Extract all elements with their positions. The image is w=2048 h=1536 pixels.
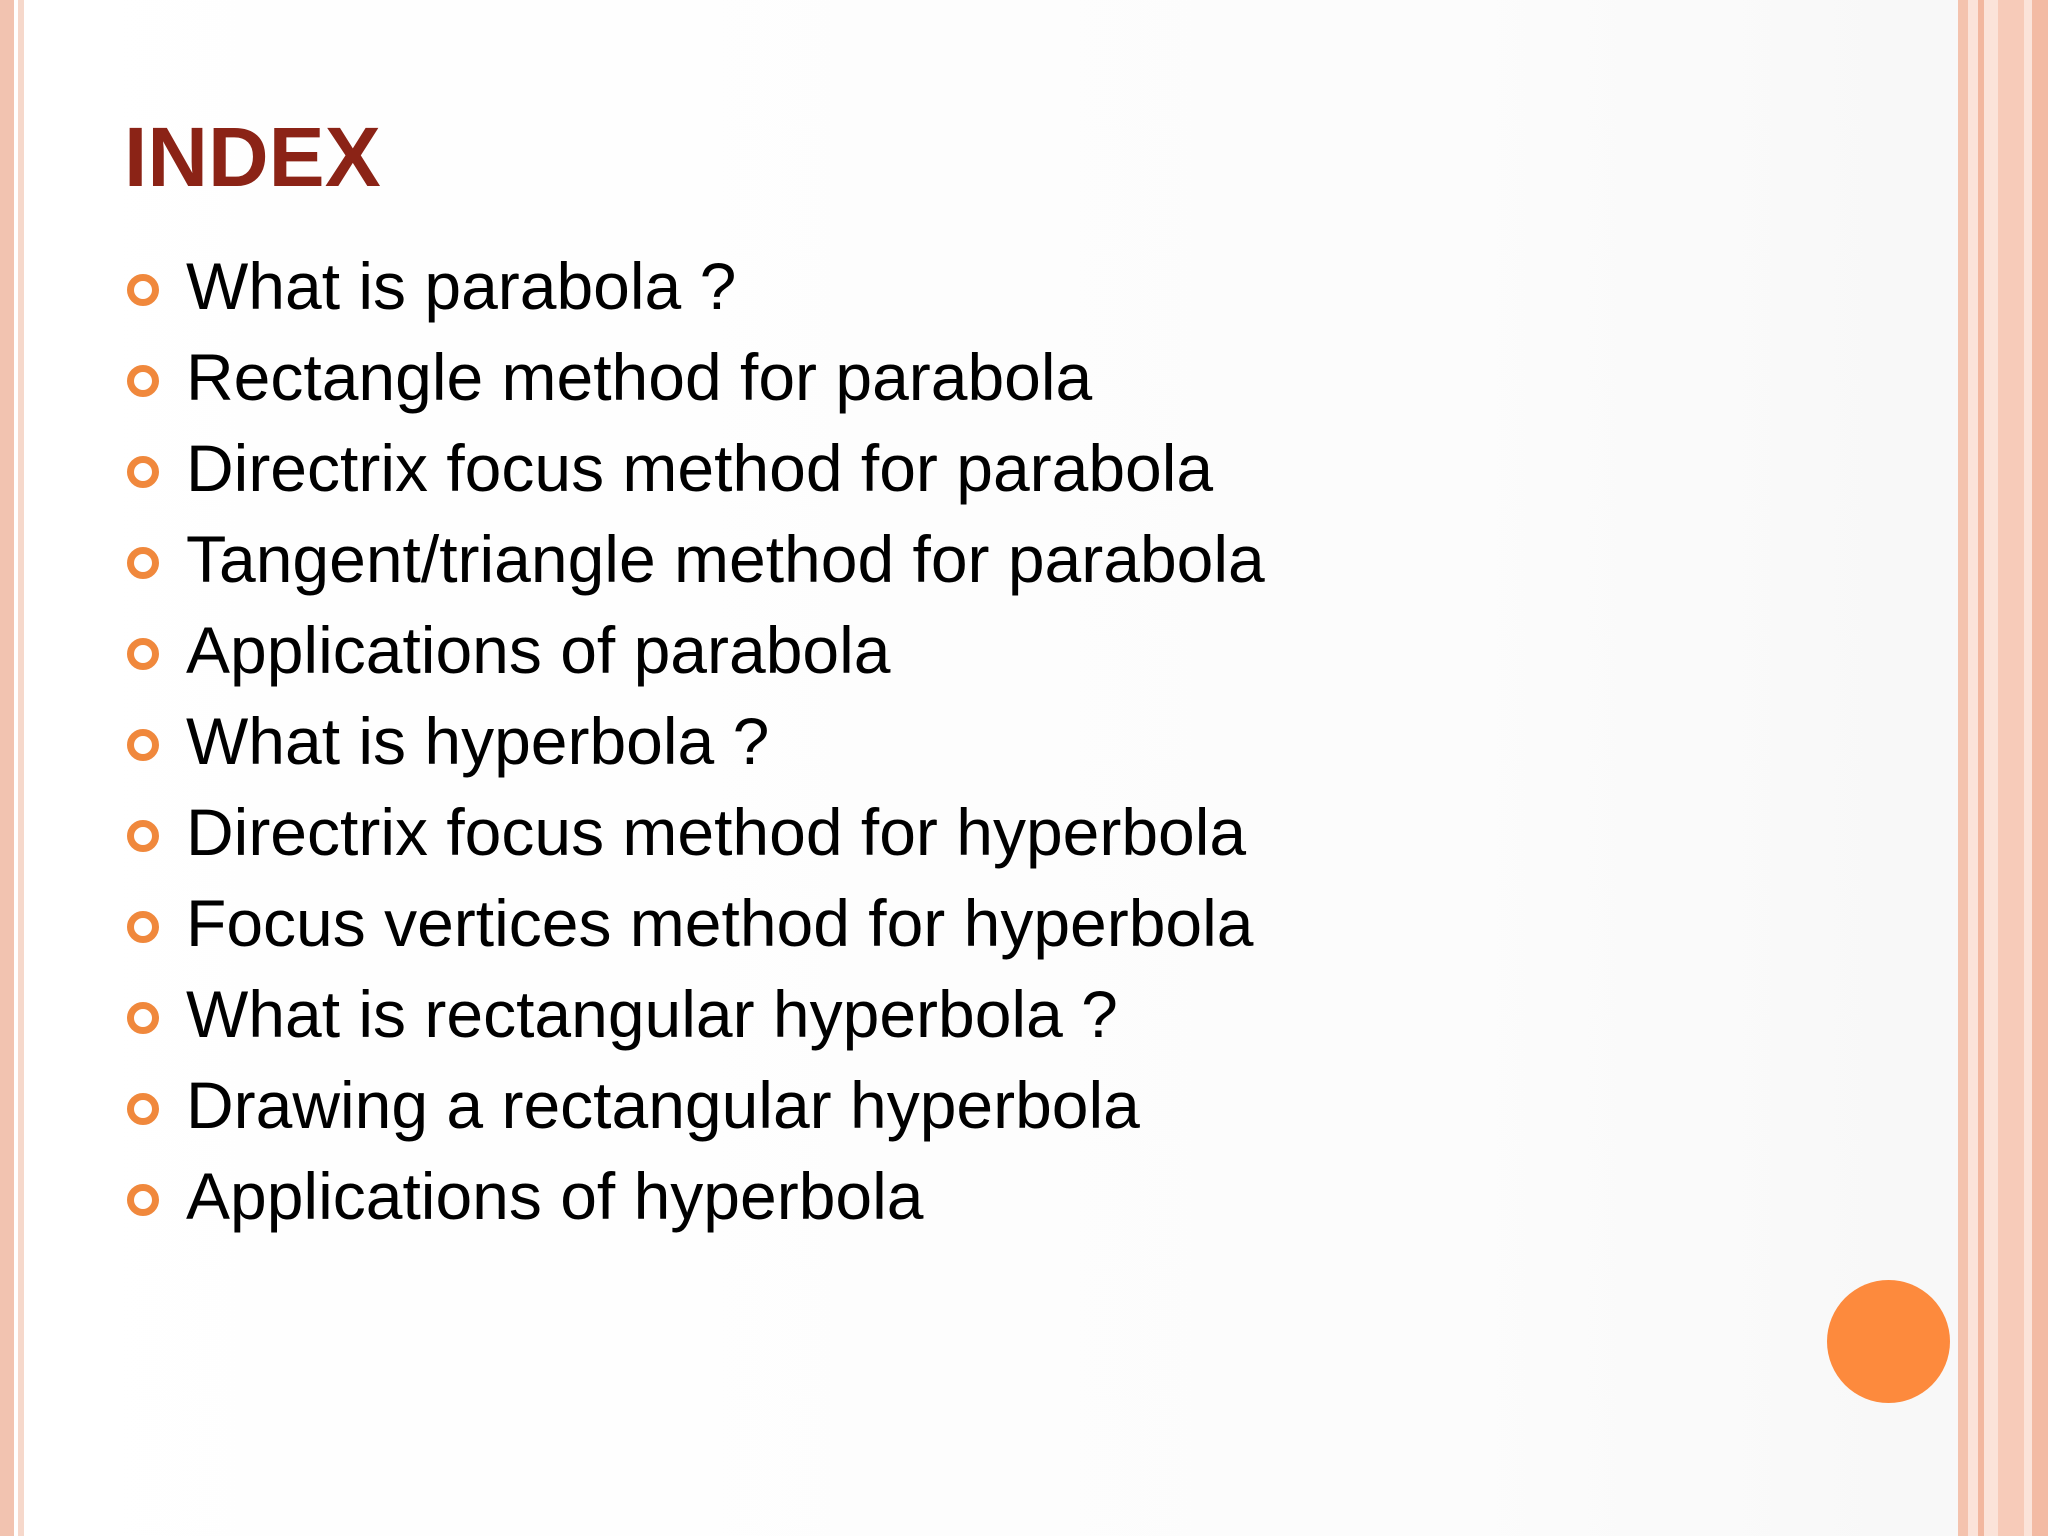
- hollow-circle-bullet-icon: [127, 1184, 159, 1216]
- hollow-circle-bullet-icon: [127, 456, 159, 488]
- list-item-text: Drawing a rectangular hyperbola: [186, 1067, 1140, 1142]
- list-item-text: What is rectangular hyperbola ?: [186, 976, 1118, 1051]
- list-item-text: Applications of hyperbola: [186, 1158, 924, 1233]
- list-item-text: Rectangle method for parabola: [186, 339, 1093, 414]
- list-item-text: Tangent/triangle method for parabola: [186, 521, 1265, 596]
- hollow-circle-bullet-icon: [127, 365, 159, 397]
- hollow-circle-bullet-icon: [127, 1002, 159, 1034]
- right-decorative-stripe: [1998, 0, 2024, 1536]
- slide-title: INDEX: [124, 110, 381, 204]
- right-decorative-stripe: [1958, 0, 1968, 1536]
- right-decorative-stripe: [2032, 0, 2048, 1536]
- orange-circle-icon: [1827, 1280, 1950, 1403]
- list-item-text: Focus vertices method for hyperbola: [186, 885, 1254, 960]
- hollow-circle-bullet-icon: [127, 911, 159, 943]
- list-item-text: What is hyperbola ?: [186, 703, 770, 778]
- list-item-text: Directrix focus method for parabola: [186, 430, 1214, 505]
- list-item-text: Directrix focus method for hyperbola: [186, 794, 1247, 869]
- left-decorative-stripe-thin: [18, 0, 24, 1536]
- right-decorative-stripe: [1978, 0, 1984, 1536]
- list-item-text: What is parabola ?: [186, 248, 737, 323]
- list-item-text: Applications of parabola: [186, 612, 891, 687]
- hollow-circle-bullet-icon: [127, 729, 159, 761]
- hollow-circle-bullet-icon: [127, 274, 159, 306]
- hollow-circle-bullet-icon: [127, 638, 159, 670]
- hollow-circle-bullet-icon: [127, 820, 159, 852]
- hollow-circle-bullet-icon: [127, 547, 159, 579]
- left-decorative-stripe: [0, 0, 14, 1536]
- hollow-circle-bullet-icon: [127, 1093, 159, 1125]
